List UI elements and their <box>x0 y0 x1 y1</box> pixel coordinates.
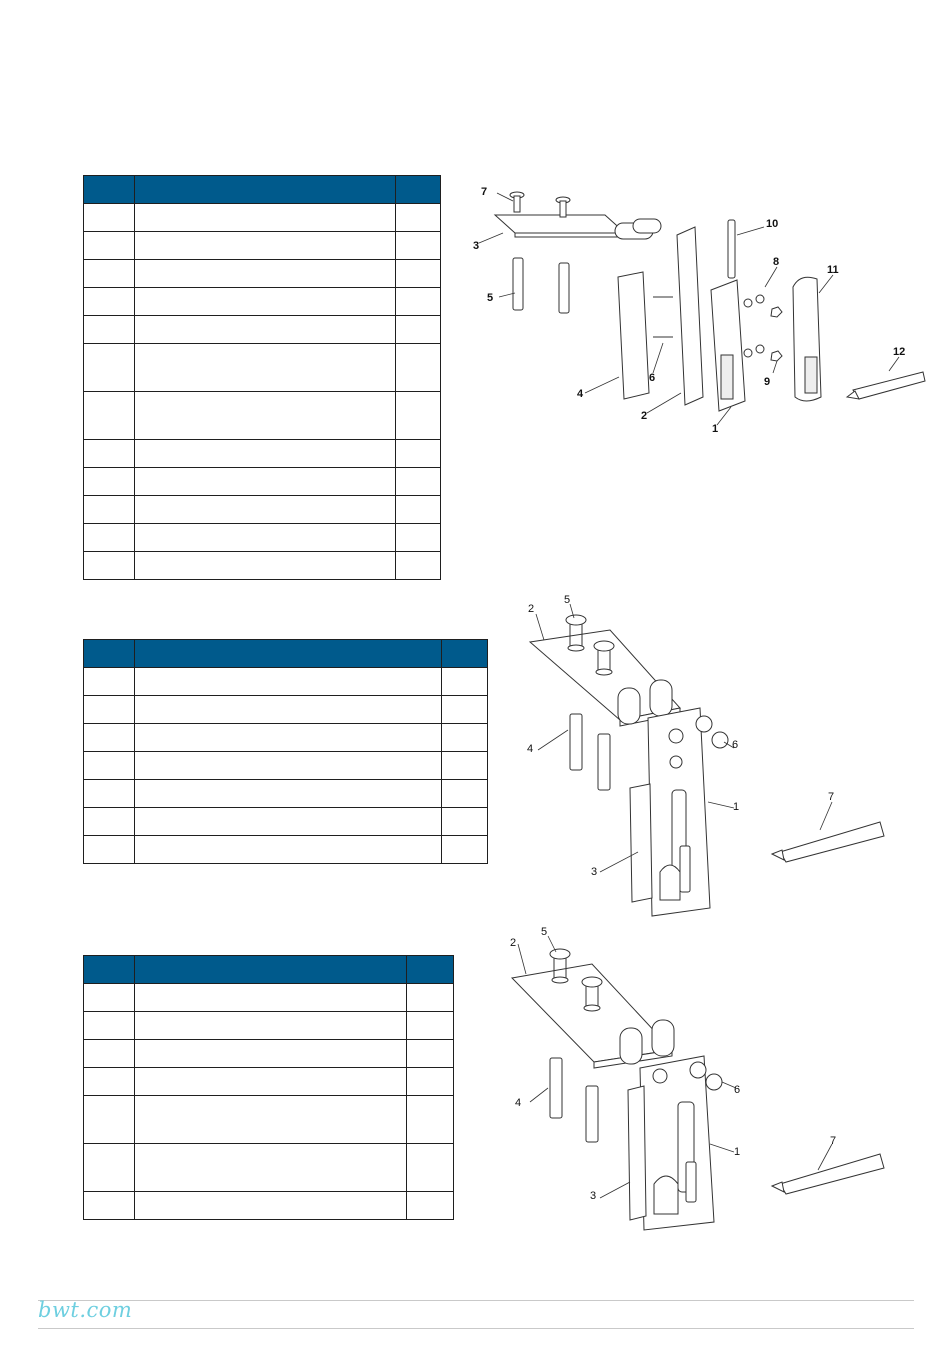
washer <box>712 732 728 748</box>
header-cell <box>84 176 135 204</box>
table-cell <box>135 1040 407 1068</box>
callout-2: 2 <box>641 410 648 422</box>
screw-head <box>550 949 570 959</box>
table-cell <box>442 724 488 752</box>
assembly-diagram-2 <box>500 590 900 920</box>
screw-head <box>566 615 586 625</box>
callout-12: 12 <box>893 346 906 358</box>
callout-3: 3 <box>473 240 480 252</box>
header-cell <box>396 176 441 204</box>
callout-3: 3 <box>590 1190 597 1202</box>
hinge-knuckle <box>633 219 661 233</box>
table-cell <box>407 1096 454 1144</box>
washer <box>756 345 764 353</box>
table-cell <box>407 1068 454 1096</box>
table-cell <box>407 1192 454 1220</box>
back-plate <box>618 272 649 399</box>
table-cell <box>84 1144 135 1192</box>
parts-table-2 <box>83 639 488 864</box>
table-cell <box>396 440 441 468</box>
callout-4: 4 <box>527 743 534 755</box>
table-cell <box>84 808 135 836</box>
table-cell <box>135 780 442 808</box>
key <box>780 822 884 862</box>
back-plate <box>628 1086 646 1220</box>
table-cell <box>396 204 441 232</box>
table-cell <box>84 836 135 864</box>
table-row <box>84 808 488 836</box>
header-cell <box>135 956 407 984</box>
screw-head <box>582 977 602 987</box>
table-cell <box>396 392 441 440</box>
table-row <box>84 524 441 552</box>
table-cell <box>84 260 135 288</box>
callout-5: 5 <box>487 292 494 304</box>
table-cell <box>396 496 441 524</box>
header-cell <box>84 956 135 984</box>
table-row <box>84 468 441 496</box>
table-cell <box>442 808 488 836</box>
washer <box>744 349 752 357</box>
table-cell <box>135 344 396 392</box>
table-row <box>84 1192 454 1220</box>
table-row <box>84 552 441 580</box>
pin <box>586 1086 598 1142</box>
callout-4: 4 <box>515 1097 522 1109</box>
long-plate <box>677 227 703 405</box>
table-row <box>84 392 441 440</box>
washer <box>690 1062 706 1078</box>
table-cell <box>135 696 442 724</box>
header-cell <box>407 956 454 984</box>
table-row <box>84 440 441 468</box>
table-cell <box>396 344 441 392</box>
table-cell <box>135 752 442 780</box>
callout-8: 8 <box>773 256 780 268</box>
callout-7: 7 <box>481 186 488 198</box>
table-row <box>84 260 441 288</box>
callout-1: 1 <box>734 1146 741 1158</box>
back-plate <box>630 784 652 902</box>
table-cell <box>396 232 441 260</box>
exploded-view-diagram-1 <box>455 175 935 435</box>
table-cell <box>407 1040 454 1068</box>
table-cell <box>396 316 441 344</box>
table-cell <box>84 1040 135 1068</box>
key <box>853 372 925 399</box>
callout-6: 6 <box>732 739 739 751</box>
callout-3: 3 <box>591 866 598 878</box>
callout-6: 6 <box>649 372 656 384</box>
table-cell <box>407 984 454 1012</box>
table-cell <box>135 260 396 288</box>
callout-2: 2 <box>510 937 517 949</box>
table-cell <box>84 984 135 1012</box>
table-row <box>84 696 488 724</box>
callout-10: 10 <box>766 218 779 230</box>
washer <box>744 299 752 307</box>
table-cell <box>84 668 135 696</box>
table-cell <box>135 1192 407 1220</box>
table-row <box>84 1012 454 1040</box>
table-cell <box>84 752 135 780</box>
table-cell <box>407 1012 454 1040</box>
table-row <box>84 1040 454 1068</box>
table-row <box>84 668 488 696</box>
table-cell <box>442 780 488 808</box>
table-cell <box>442 696 488 724</box>
table-cell <box>84 1096 135 1144</box>
table-cell <box>135 1012 407 1040</box>
table-cell <box>84 696 135 724</box>
table-cell <box>135 724 442 752</box>
parts-group <box>512 949 884 1230</box>
table-row <box>84 752 488 780</box>
hinge-knuckle <box>618 688 640 724</box>
screw-head <box>594 641 614 651</box>
callout-5: 5 <box>564 594 571 606</box>
table-row <box>84 496 441 524</box>
table-cell <box>84 1068 135 1096</box>
callout-9: 9 <box>764 376 771 388</box>
pin <box>598 734 610 790</box>
table-row <box>84 316 441 344</box>
footer-rule-bottom <box>38 1328 914 1329</box>
header-cell <box>84 640 135 668</box>
table-row <box>84 204 441 232</box>
table-row <box>84 288 441 316</box>
header-cell <box>135 176 396 204</box>
table-cell <box>135 204 396 232</box>
parts-table-1 <box>83 175 441 580</box>
table-cell <box>84 344 135 392</box>
table-cell <box>135 984 407 1012</box>
long-pin <box>728 220 735 278</box>
callout-7: 7 <box>830 1135 837 1147</box>
pin <box>513 258 523 310</box>
parts-table-3 <box>83 955 454 1220</box>
table-cell <box>84 724 135 752</box>
table-cell <box>135 1096 407 1144</box>
table-row <box>84 1096 454 1144</box>
callout-1: 1 <box>733 801 740 813</box>
washer <box>706 1074 722 1090</box>
header-cell <box>135 640 442 668</box>
table-header-row <box>84 956 454 984</box>
washer <box>696 716 712 732</box>
table-row <box>84 232 441 260</box>
table-cell <box>135 552 396 580</box>
table-cell <box>135 288 396 316</box>
table-cell <box>84 780 135 808</box>
table-row <box>84 1144 454 1192</box>
table-cell <box>135 468 396 496</box>
table-cell <box>84 1012 135 1040</box>
table-cell <box>135 316 396 344</box>
hinge-knuckle <box>620 1028 642 1064</box>
table-cell <box>84 316 135 344</box>
table-cell <box>396 260 441 288</box>
table-row <box>84 724 488 752</box>
table-cell <box>84 232 135 260</box>
table-cell <box>84 392 135 440</box>
table-cell <box>442 836 488 864</box>
callout-2: 2 <box>528 603 535 615</box>
table-cell <box>84 1192 135 1220</box>
table-cell <box>135 392 396 440</box>
hinge-knuckle <box>650 680 672 716</box>
table-cell <box>84 496 135 524</box>
pin <box>570 714 582 770</box>
table-cell <box>84 524 135 552</box>
table-cell <box>396 288 441 316</box>
footer-rule-top <box>38 1300 914 1301</box>
header-cell <box>442 640 488 668</box>
table-cell <box>442 668 488 696</box>
table-cell <box>135 232 396 260</box>
brand-logo[interactable]: bwt.com <box>38 1298 133 1322</box>
callout-11: 11 <box>827 264 839 276</box>
top-plate <box>495 215 625 233</box>
table-cell <box>84 468 135 496</box>
table-row <box>84 836 488 864</box>
parts-group <box>530 615 884 916</box>
table-cell <box>84 288 135 316</box>
table-row <box>84 984 454 1012</box>
table-cell <box>135 440 396 468</box>
callout-1: 1 <box>712 423 719 435</box>
table-cell <box>135 1068 407 1096</box>
nut <box>771 307 782 317</box>
table-cell <box>442 752 488 780</box>
table-cell <box>396 524 441 552</box>
pin <box>559 263 569 313</box>
washer <box>756 295 764 303</box>
callout-7: 7 <box>828 791 835 803</box>
table-cell <box>135 496 396 524</box>
table-cell <box>84 440 135 468</box>
table-row <box>84 1068 454 1096</box>
table-cell <box>135 524 396 552</box>
table-header-row <box>84 176 441 204</box>
table-cell <box>135 808 442 836</box>
callout-6: 6 <box>734 1084 741 1096</box>
table-cell <box>84 552 135 580</box>
nut <box>771 351 782 361</box>
table-cell <box>84 204 135 232</box>
callout-5: 5 <box>541 926 548 938</box>
key <box>780 1154 884 1194</box>
table-cell <box>135 668 442 696</box>
pin <box>550 1058 562 1118</box>
table-cell <box>135 836 442 864</box>
table-cell <box>396 552 441 580</box>
table-cell <box>407 1144 454 1192</box>
table-header-row <box>84 640 488 668</box>
table-cell <box>135 1144 407 1192</box>
table-cell <box>396 468 441 496</box>
table-row <box>84 780 488 808</box>
table-row <box>84 344 441 392</box>
parts-group <box>495 192 925 411</box>
hinge-knuckle <box>652 1020 674 1056</box>
assembly-diagram-3 <box>500 922 900 1232</box>
callout-4: 4 <box>577 388 584 400</box>
